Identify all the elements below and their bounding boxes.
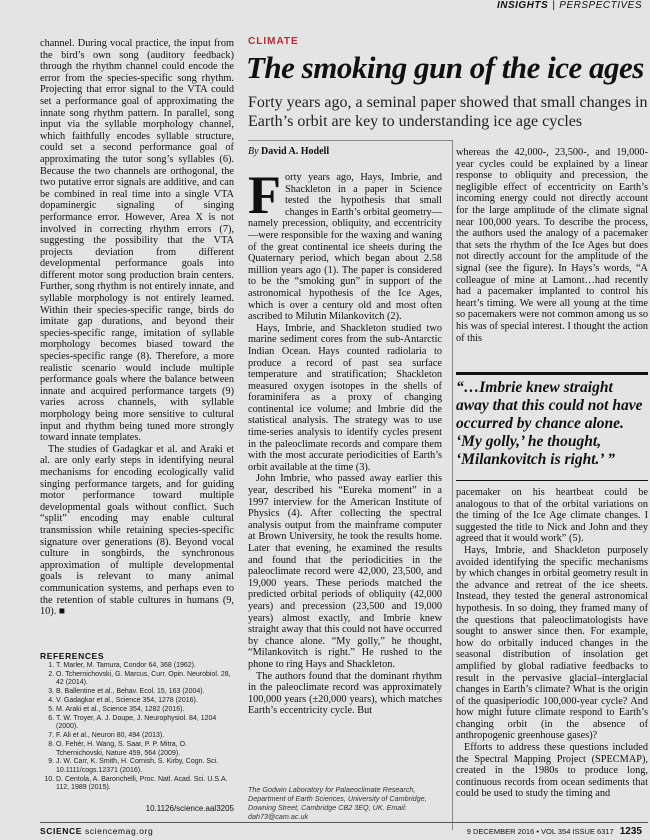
col2-paragraph <box>248 165 442 323</box>
column-left <box>40 38 234 618</box>
reference-item: 6. T. W. Troyer, A. J. Doupe, J. Neurophysiol. 84, 1204 (2000). <box>56 715 234 732</box>
col2-lead-text: orty years ago, Hays, Imbrie, and Shackleton in a paper in Science tested the hypothesis that small changes in Earth’s orbital geometry—namely precession, obliquity, and eccentricity—were responsible for the waxing and waning of the great continental ice sheets during the Quaternary period, which began about 2.58 million years ago (1). The paper is considered to be the “smoking gun” in support of the astronomical hypothesis of the Ice Ages, which is over a century old and most often ascribed to Milutin Milankovitch (2). <box>248 172 442 323</box>
doi: 10.1126/science.aal3205 <box>145 804 234 813</box>
references-heading: REFERENCES <box>40 651 105 661</box>
col3-paragraph: whereas the 42,000-, 23,500-, and 19,000-year cycles could be explained by a linear response to obliquity and precession, the negligible effect of eccentricity on Earth’s incoming energy could not directly account for the large amplitude of the climate signal near 100,000 years. To describe the process, the authors used the analogy of a pacemaker that sets the rhythm of the Ice Ages but does not directly account for the amplitude of the signal (see the figure). In Hays’s words, “A colleague of mine at Lamont…had recently had a pacemaker implanted to control his heart’s timing. We were all young at the time so pacemakers were not common among us so his was of special interest. I thought the action of this <box>456 147 648 344</box>
column-right-bottom <box>456 487 648 800</box>
header-separator: | <box>552 0 556 11</box>
footer-issue <box>467 826 642 837</box>
byline-author: David A. Hodell <box>261 146 330 157</box>
kicker: CLIMATE <box>248 36 299 47</box>
col3-paragraph: Efforts to address these questions included the Spectral Mapping Project (SPECMAP), created in the 1980s to produce long, continuous records from ocean sediments that could be used to study the timing and <box>456 742 648 800</box>
footer-date-volume: 9 DECEMBER 2016 • VOL 354 ISSUE 6317 <box>466 827 614 836</box>
header-section: INSIGHTS <box>496 0 549 11</box>
column-middle <box>248 165 442 717</box>
col3-paragraph: pacemaker on his heartbeat could be analogous to that of the orbital variations on the timing of the Ice Age climate changes. I suggested the title to Nick and John and they agreed that it would work” (5). <box>456 487 648 545</box>
reference-item: 8. O. Fehér, H. Wang, S. Saar, P. P. Mitra, O. Tchernichovski, Nature 459, 564 (2009). <box>56 741 234 758</box>
col2-paragraph: John Imbrie, who passed away earlier this year, described his “Eureka moment” in a 1997 interview for the American Institute of Physics (4). After collecting the spectral analysis output from the mainframe computer at Brown University, he took the results home. Later that evening, he examined the results and found that the periodicities in the paleoclimate record were 42,000, 23,500, and 19,000 years. These periods matched the predicted orbital periods of obliquity (42,000 years) and precession (23,500 and 19,000 years) almost exactly, and Imbrie knew straight away that this could not have occurred by chance alone. “My golly,” he thought, “Milankovitch is right.” He rushed to the phone to ring Hays and Shackleton. <box>248 473 442 670</box>
author-affiliation: The Godwin Laboratory for Palaeoclimate Research, Department of Earth Sciences, University of Cambridge, Downing Street, Cambridge CB2 3EQ, UK. Email: dah73@cam.ac.uk <box>248 785 427 821</box>
reference-item: 10. D. Centola, A. Baronchelli, Proc. Natl. Acad. Sci. U.S.A. 112, 1989 (2015). <box>56 776 234 793</box>
reference-item: 5. M. Araki et al., Science 354, 1282 (2016). <box>56 706 234 714</box>
reference-item: 1. T. Marler, M. Tamura, Condor 64, 368 (1962). <box>56 662 234 670</box>
pull-quote-rule <box>456 372 648 375</box>
col1-paragraph: channel. During vocal practice, the input from the bird’s own song (auditory feedback) through the rhythm channel could encode the error from the species-specific song rhythm. Projecting that error signal to the VTA could set a performance goal of approximating the innate song rhythm pattern. In parallel, song input via the syllable morphology channel, which faithfully encodes syllable structure, could set a second performance goal of approximating the tutor song’s syllables (6). Because the two channels are orthogonal, the two putative error signals are additive, and can be combined in real time into a single VTA dopaminergic signaling of singing performance error. However, Area X is not involved in correcting rhythm errors (7), suggesting the possibility that the VTA projects deviation from different developmental performance goals into different motor song production brain centers. Further, song rhythm is not entirely innate, and syllable morphology is not entirely learned. Within their species-specific range, birds do imitate gap durations, and beyond their species-specific range, imitation of syllable morphology becomes biased toward the species-specific range (8). Therefore, a more realistic scenario would include multiple performance goals where the balance between innate and acquired performance targets (9) varies across channels, with syllable morphology being more sensitive to cultural input and rhythm being tuned more strongly toward innate templates. <box>40 38 234 444</box>
byline-prefix: By <box>248 146 259 157</box>
dropcap: F <box>248 165 281 225</box>
article-title: The smoking gun of the ice ages <box>246 50 644 85</box>
byline <box>248 146 329 157</box>
col2-paragraph: The authors found that the dominant rhythm in the paleoclimate record was approximately 100,000 years (±20,000 years), which matches Earth’s eccentricity cycle. But <box>248 670 442 717</box>
footer-journal <box>40 826 153 836</box>
pull-quote-rule <box>456 480 648 481</box>
article-deck: Forty years ago, a seminal paper showed that small changes in Earth’s orbit are key to understanding ice age cycles <box>248 94 648 130</box>
reference-item: 7. F. Ali et al., Neuron 80, 494 (2013). <box>56 732 234 740</box>
header-subsection: PERSPECTIVES <box>559 0 642 11</box>
pull-quote: “…Imbrie knew straight away that this could not have occurred by chance alone. ‘My golly,’ he thought, ‘Milankovitch is right.’ ” <box>456 379 643 468</box>
col2-paragraph: Hays, Imbrie, and Shackleton studied two marine sediment cores from the sub-Antarctic Indian Ocean. Hays counted radiolaria to produce a record of past sea surface temperature and stratification; Shackleton measured oxygen isotopes in the shells of foraminifera as a proxy of changing continental ice volume; and Imbrie did the statistical analysis. The strategy was to use time-series analysis to identify cycles present in the paleoclimate records and compare them with the most accurate periodicities of Earth’s orbit available at the time (3). <box>248 322 442 473</box>
reference-item: 2. O. Tchernichovski, G. Marcus, Curr. Opin. Neurobiol. 28, 42 (2014). <box>56 671 234 688</box>
page-number: 1235 <box>619 826 642 837</box>
col1-paragraph: The studies of Gadagkar et al. and Araki et al. are only early steps in identifying neural mechanisms for encoding ecologically valid singing performance targets, and for guiding motor performance toward multiple developmental goals without conflict. Such “split” encoding may enable cultural transmission while retaining species-specific signature over generations (8). Beyond vocal culture in songbirds, the synchronous approximation of multiple developmental goals is relevant to many animal communication systems, and perhaps even to the retention of stable cultures in humans (9, 10). ■ <box>40 443 234 618</box>
column-divider <box>452 140 453 830</box>
page-header <box>497 0 642 14</box>
column-right-top <box>456 147 648 344</box>
reference-item: 3. B. Ballentine et al., Behav. Ecol. 15, 163 (2004). <box>56 688 234 696</box>
reference-item: 4. V. Gadagkar et al., Science 354, 1278 (2016). <box>56 697 234 705</box>
footer-site: sciencemag.org <box>84 826 154 836</box>
divider <box>248 140 452 141</box>
reference-item: 9. J. W. Carr, K. Smith, H. Cornish, S. Kirby, Cogn. Sci. 10.1111/cogs.12371 (2016). <box>56 758 234 775</box>
col3-paragraph: Hays, Imbrie, and Shackleton purposely avoided identifying the specific mechanisms by which changes in orbital geometry result in the advance and retreat of the ice sheets. Instead, they tested the general astronomical hypothesis. In so doing, they framed many of the questions that paleoclimatologists have sought to answer since then. For example, how do orbitally induced changes in the seasonal distribution of insolation get amplified by global radiative feedbacks to result in the pervasive glacial–interglacial changes in Earth’s climate? What is the origin of the quasiperiodic 100,000-year cycle? And how might future climate respond to Earth’s changing orbit (in the absence of anthropogenic greenhouse gases)? <box>456 544 648 742</box>
references-list <box>40 662 234 793</box>
footer-rule <box>40 822 648 823</box>
footer-journal-name: SCIENCE <box>40 826 82 836</box>
